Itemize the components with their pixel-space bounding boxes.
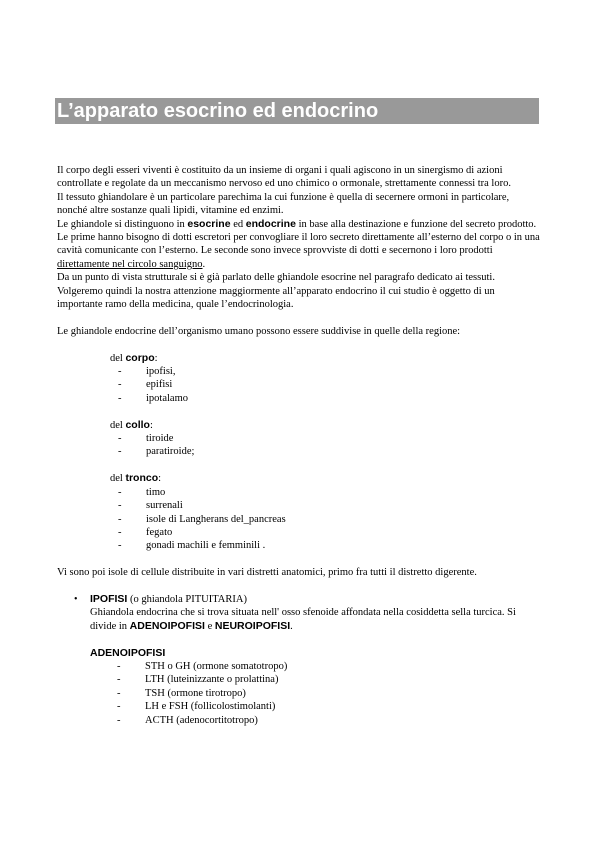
dash-marker: - bbox=[118, 433, 122, 445]
region-list bbox=[110, 365, 541, 405]
list-item bbox=[117, 673, 541, 686]
list-item bbox=[118, 526, 541, 539]
list-item-text: ipofisi, bbox=[146, 366, 176, 378]
list-item-text: tiroide bbox=[146, 433, 174, 445]
list-item-text: surrenali bbox=[146, 500, 183, 512]
region-group-tronco bbox=[110, 472, 541, 552]
list-item-text: epifisi bbox=[146, 379, 173, 391]
dash-marker: - bbox=[118, 446, 122, 458]
region-heading bbox=[110, 352, 541, 365]
dash-marker: - bbox=[117, 701, 121, 713]
region-heading bbox=[110, 419, 541, 432]
page-title: L’apparato esocrino ed endocrino bbox=[57, 100, 379, 122]
dash-marker: - bbox=[118, 392, 122, 404]
text-run: ed bbox=[230, 218, 246, 230]
term-adenoipofisi: ADENOIPOFISI bbox=[129, 619, 205, 632]
list-item bbox=[118, 445, 541, 458]
title-bar bbox=[55, 98, 539, 124]
list-item-text: ACTH (adenocortitotropo) bbox=[145, 714, 258, 726]
list-item bbox=[117, 714, 541, 727]
dash-marker: - bbox=[118, 486, 122, 498]
text-run: Le ghiandole si distinguono in bbox=[57, 218, 188, 230]
list-item-text: fegato bbox=[146, 526, 173, 538]
list-item bbox=[118, 513, 541, 526]
list-item bbox=[117, 700, 541, 713]
list-item-text: LH e FSH (follicolostimolanti) bbox=[145, 701, 276, 713]
ipofisi-heading bbox=[90, 593, 541, 606]
dash-marker: - bbox=[117, 714, 121, 726]
text-run: Ghiandola endocrina che si trova situata nell' osso sfenoide affondata nella cosiddetta sella turcica. Si divide in bbox=[90, 607, 516, 632]
dash-marker: - bbox=[118, 379, 122, 391]
document-body bbox=[57, 164, 541, 727]
text-run: (o ghiandola PITUITARIA) bbox=[127, 593, 247, 605]
ipofisi-description bbox=[90, 606, 541, 633]
list-item bbox=[118, 486, 541, 499]
paragraph-prime bbox=[57, 231, 541, 271]
bullet-icon: • bbox=[74, 593, 78, 605]
text-run: del bbox=[110, 473, 126, 485]
text-run: : bbox=[149, 419, 153, 431]
term-endocrine: endocrine bbox=[245, 217, 296, 230]
dash-marker: - bbox=[118, 513, 122, 525]
text-run: Le prime hanno bisogno di dotti escretori per convogliare il loro secreto direttamente all’esterno del corpo o in una cavità comunicante con l’esterno. Le seconde sono invece sprovviste di dotti e secernono i loro prodotti bbox=[57, 232, 540, 257]
list-item-text: TSH (ormone tirotropo) bbox=[145, 687, 246, 699]
adenoipofisi-section bbox=[90, 647, 541, 727]
paragraph-regioni: Le ghiandole endocrine dell’organismo umano possono essere suddivise in quelle della regione: bbox=[57, 325, 461, 337]
text-run: : bbox=[158, 473, 162, 485]
paragraph-ghiandole bbox=[57, 218, 541, 231]
adenoipofisi-heading: ADENOIPOFISI bbox=[90, 646, 166, 659]
hormone-list bbox=[90, 660, 541, 727]
list-item-text: ipotalamo bbox=[146, 392, 188, 404]
region-name: tronco bbox=[125, 472, 159, 485]
list-item bbox=[118, 499, 541, 512]
dash-marker: - bbox=[117, 687, 121, 699]
dash-marker: - bbox=[118, 540, 122, 552]
term-esocrine: esocrine bbox=[187, 217, 231, 230]
list-item-text: isole di Langherans del_pancreas bbox=[146, 513, 286, 525]
region-group-collo bbox=[110, 419, 541, 459]
text-run: del bbox=[110, 352, 126, 364]
region-heading bbox=[110, 472, 541, 485]
list-item-text: timo bbox=[146, 486, 166, 498]
list-item bbox=[118, 392, 541, 405]
list-item bbox=[118, 539, 541, 552]
region-name: corpo bbox=[125, 351, 155, 364]
list-item bbox=[118, 365, 541, 378]
paragraph-isole: Vi sono poi isole di cellule distribuite in vari distretti anatomici, primo fra tutti il distretto digerente. bbox=[57, 567, 477, 579]
paragraph-intro: Il corpo degli esseri viventi è costituito da un insieme di organi i quali agiscono in un sinergismo di azioni controllate e regolate da un meccanismo nervoso ed uno chimico o ormonale, strettamente connessi tra loro. bbox=[57, 165, 511, 190]
bullet-ipofisi bbox=[57, 593, 541, 633]
region-list bbox=[110, 432, 541, 459]
paragraph-tessuto: Il tessuto ghiandolare è un particolare parechima la cui funzione è quella di secernere ormoni in particolare, nonché altre sostanze quali lipidi, vitamine ed enzimi. bbox=[57, 191, 510, 217]
text-run: . bbox=[290, 620, 293, 632]
text-run: del bbox=[110, 419, 126, 431]
text-run: in base alla destinazione e funzione del secreto prodotto. bbox=[295, 218, 537, 230]
underlined-phrase: direttamente nel circolo sanguigno bbox=[57, 258, 203, 270]
list-item-text: paratiroide; bbox=[146, 446, 195, 458]
region-group-corpo bbox=[110, 352, 541, 406]
text-run: . bbox=[202, 258, 206, 270]
term-neuroipofisi: NEUROIPOFISI bbox=[214, 619, 291, 632]
dash-marker: - bbox=[118, 500, 122, 512]
text-run: : bbox=[154, 352, 158, 364]
region-list bbox=[110, 486, 541, 553]
region-name: collo bbox=[125, 418, 150, 431]
list-item bbox=[117, 687, 541, 700]
dash-marker: - bbox=[118, 526, 122, 538]
paragraph-strutturale: Da un punto di vista strutturale si è già parlato delle ghiandole esocrine nel paragrafo dedicato ai tessuti. Volgeremo quindi la nostra attenzione maggiormente all’apparato endocrino il cui studio è oggetto di un importante ramo della medicina, quale l’endocrinologia. bbox=[57, 272, 495, 311]
list-item bbox=[118, 378, 541, 391]
dash-marker: - bbox=[118, 366, 122, 378]
list-item-text: gonadi machili e femminili . bbox=[146, 540, 266, 552]
list-item-text: STH o GH (ormone somatotropo) bbox=[145, 660, 288, 672]
term-ipofisi: IPOFISI bbox=[90, 592, 128, 605]
dash-marker: - bbox=[117, 660, 121, 672]
list-item bbox=[117, 660, 541, 673]
list-item-text: LTH (luteinizzante o prolattina) bbox=[145, 674, 279, 686]
list-item bbox=[118, 432, 541, 445]
dash-marker: - bbox=[117, 674, 121, 686]
text-run: e bbox=[204, 620, 215, 632]
